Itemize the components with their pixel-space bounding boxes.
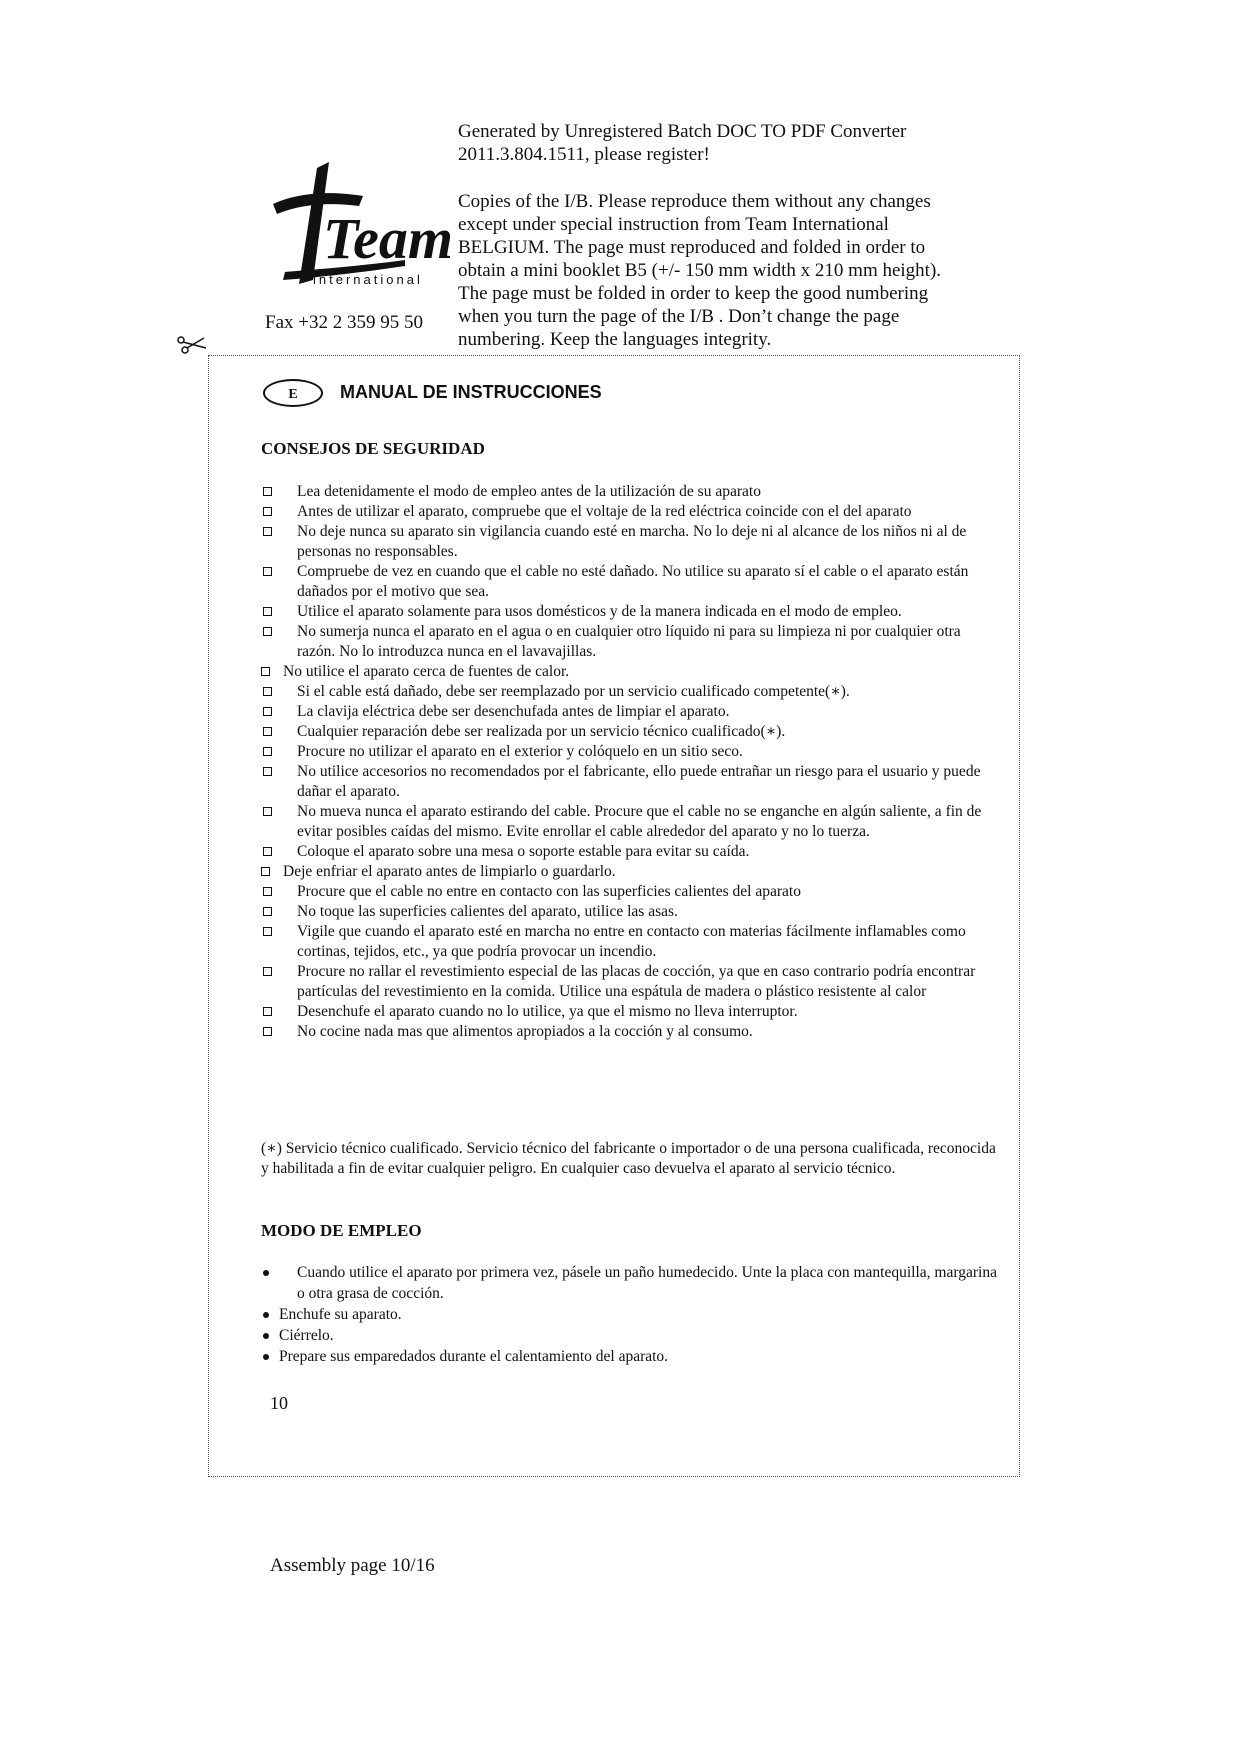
bullet-icon bbox=[263, 1333, 269, 1339]
generated-line-1: Generated by Unregistered Batch DOC TO PDF Converter bbox=[458, 121, 907, 142]
manual-title: MANUAL DE INSTRUCCIONES bbox=[340, 382, 602, 402]
logo-text: Team bbox=[323, 206, 453, 271]
copies-line: Copies of the I/B. Please reproduce them without any changes bbox=[458, 191, 931, 212]
list-item: Procure que el cable no entre en contacto con las superficies calientes del aparato bbox=[261, 882, 1001, 902]
bullet-icon bbox=[263, 1270, 269, 1276]
copies-line: The page must be folded in order to keep the good numbering bbox=[458, 283, 929, 304]
page-number: 10 bbox=[270, 1393, 288, 1413]
copies-line: numbering. Keep the languages integrity. bbox=[458, 329, 772, 350]
team-logo bbox=[255, 160, 453, 290]
list-item: Ciérrelo. bbox=[261, 1325, 1001, 1346]
list-item: Compruebe de vez en cuando que el cable no esté dañado. No utilice su aparato sí el cable o el aparato están dañados por el motivo que sea. bbox=[261, 562, 1001, 602]
list-item: Coloque el aparato sobre una mesa o soporte estable para evitar su caída. bbox=[261, 842, 1001, 862]
list-item: Cualquier reparación debe ser realizada por un servicio técnico cualificado(∗). bbox=[261, 722, 1001, 742]
list-item: Vigile que cuando el aparato esté en marcha no entre en contacto con materias fácilmente inflamables como cortinas, tejidos, etc., ya que podría provocar un incendio. bbox=[261, 922, 1001, 962]
checkbox-bullet-icon bbox=[263, 507, 272, 516]
checkbox-bullet-icon bbox=[263, 707, 272, 716]
list-item: Procure no utilizar el aparato en el exterior y colóquelo en un sitio seco. bbox=[261, 742, 1001, 762]
assembly-page: Assembly page 10/16 bbox=[270, 1555, 435, 1576]
checkbox-bullet-icon bbox=[263, 1027, 272, 1036]
list-item: Lea detenidamente el modo de empleo antes de la utilización de su aparato bbox=[261, 482, 1001, 502]
list-item: No mueva nunca el aparato estirando del cable. Procure que el cable no se enganche en algún saliente, a fin de evitar posibles caídas del mismo. Evite enrollar el cable alrededor del aparato y no lo tuerza. bbox=[261, 802, 1001, 842]
list-item: Utilice el aparato solamente para usos domésticos y de la manera indicada en el modo de empleo. bbox=[261, 602, 1001, 622]
list-item: La clavija eléctrica debe ser desenchufada antes de limpiar el aparato. bbox=[261, 702, 1001, 722]
list-item: Cuando utilice el aparato por primera vez, pásele un paño humedecido. Unte la placa con mantequilla, margarina o otra grasa de cocción. bbox=[261, 1262, 1001, 1304]
checkbox-bullet-icon bbox=[263, 607, 272, 616]
checkbox-bullet-icon bbox=[263, 767, 272, 776]
checkbox-bullet-icon bbox=[263, 527, 272, 536]
safety-heading: CONSEJOS DE SEGURIDAD bbox=[261, 439, 485, 458]
copies-line: obtain a mini booklet B5 (+/- 150 mm width x 210 mm height). bbox=[458, 260, 942, 281]
language-badge: E bbox=[263, 379, 323, 407]
list-item: No toque las superficies calientes del aparato, utilice las asas. bbox=[261, 902, 1001, 922]
generated-notice bbox=[458, 120, 1018, 166]
list-item: Enchufe su aparato. bbox=[261, 1304, 1001, 1325]
list-item: Antes de utilizar el aparato, compruebe que el voltaje de la red eléctrica coincide con el del aparato bbox=[261, 502, 1001, 522]
checkbox-bullet-icon bbox=[263, 1007, 272, 1016]
checkbox-bullet-icon bbox=[263, 927, 272, 936]
checkbox-bullet-icon bbox=[263, 567, 272, 576]
list-item: Prepare sus emparedados durante el calentamiento del aparato. bbox=[261, 1346, 1001, 1367]
list-item: No cocine nada mas que alimentos apropiados a la cocción y al consumo. bbox=[261, 1022, 1001, 1042]
list-item: Si el cable está dañado, debe ser reemplazado por un servicio cualificado competente(∗). bbox=[261, 682, 1001, 702]
checkbox-bullet-icon bbox=[261, 867, 270, 876]
checkbox-bullet-icon bbox=[263, 907, 272, 916]
bullet-icon bbox=[263, 1312, 269, 1318]
checkbox-bullet-icon bbox=[263, 627, 272, 636]
checkbox-bullet-icon bbox=[263, 847, 272, 856]
safety-list bbox=[261, 482, 1001, 1042]
checkbox-bullet-icon bbox=[263, 807, 272, 816]
list-item: No utilice el aparato cerca de fuentes de calor. bbox=[261, 662, 1001, 682]
copies-line: when you turn the page of the I/B . Don’t change the page bbox=[458, 306, 900, 327]
list-item: Procure no rallar el revestimiento especial de las placas de cocción, ya que en caso contrario podría encontrar partículas del revestimiento en la comida. Utilice una espátula de madera o plástico resistente al calor bbox=[261, 962, 1001, 1002]
fax-number: Fax +32 2 359 95 50 bbox=[265, 312, 423, 333]
checkbox-bullet-icon bbox=[263, 967, 272, 976]
checkbox-bullet-icon bbox=[263, 487, 272, 496]
checkbox-bullet-icon bbox=[263, 727, 272, 736]
checkbox-bullet-icon bbox=[263, 887, 272, 896]
usage-list bbox=[261, 1262, 1001, 1367]
checkbox-bullet-icon bbox=[263, 687, 272, 696]
checkbox-bullet-icon bbox=[263, 747, 272, 756]
copies-instructions bbox=[458, 190, 998, 351]
service-note: (∗) Servicio técnico cualificado. Servicio técnico del fabricante o importador o de una persona cualificada, reconocida y habilitada a fin de evitar cualquier peligro. En cualquier caso devuelva el aparato al servicio técnico. bbox=[261, 1140, 996, 1177]
list-item: No sumerja nunca el aparato en el agua o en cualquier otro líquido ni para su limpieza ni por cualquier otra razón. No lo introduzca nunca en el lavavajillas. bbox=[261, 622, 1001, 662]
list-item: Deje enfriar el aparato antes de limpiarlo o guardarlo. bbox=[261, 862, 1001, 882]
copies-line: BELGIUM. The page must reproduced and folded in order to bbox=[458, 237, 926, 258]
generated-line-2: 2011.3.804.1511, please register! bbox=[458, 144, 710, 165]
logo-subtext: international bbox=[313, 272, 423, 287]
list-item: No deje nunca su aparato sin vigilancia cuando esté en marcha. No lo deje ni al alcance de los niños ni al de personas no responsables. bbox=[261, 522, 1001, 562]
copies-line: except under special instruction from Team International bbox=[458, 214, 889, 235]
scissors-icon bbox=[176, 332, 208, 356]
usage-heading: MODO DE EMPLEO bbox=[261, 1221, 422, 1240]
list-item: No utilice accesorios no recomendados por el fabricante, ello puede entrañar un riesgo para el usuario y puede dañar el aparato. bbox=[261, 762, 1001, 802]
checkbox-bullet-icon bbox=[261, 667, 270, 676]
bullet-icon bbox=[263, 1354, 269, 1360]
list-item: Desenchufe el aparato cuando no lo utilice, ya que el mismo no lleva interruptor. bbox=[261, 1002, 1001, 1022]
